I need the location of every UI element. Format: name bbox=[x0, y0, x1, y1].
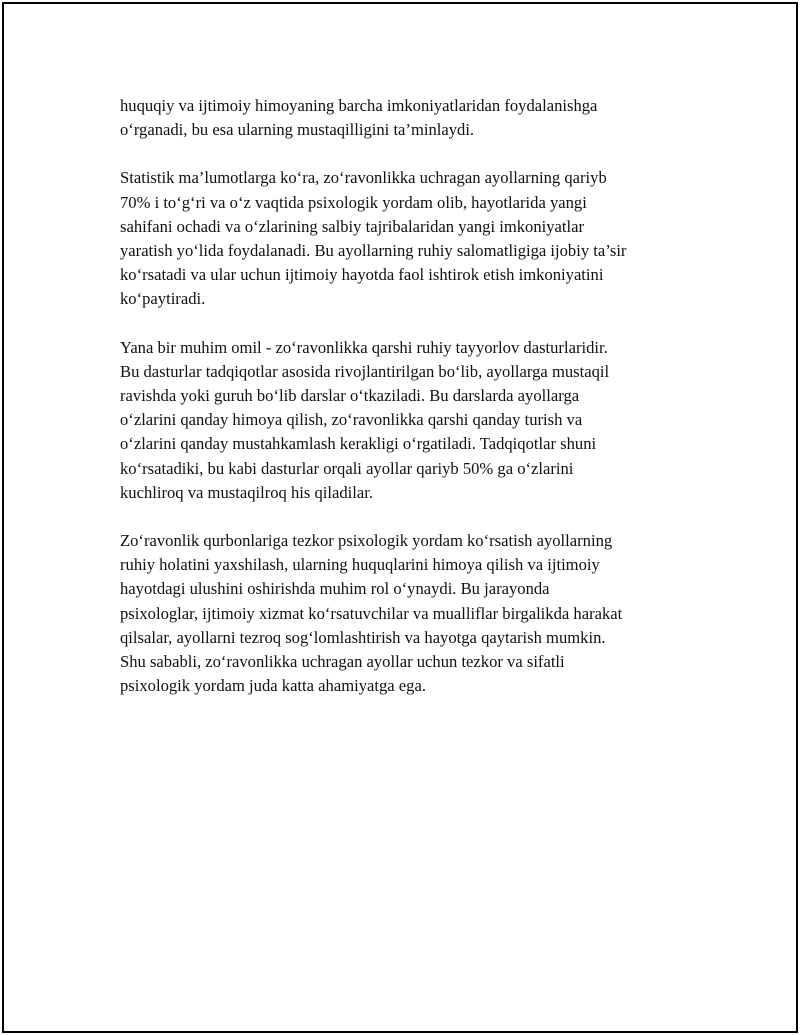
text-line: hayotdagi ulushini oshirishda muhim rol o‘ynaydi. Bu jarayonda bbox=[120, 579, 550, 599]
text-line: ravishda yoki guruh bo‘lib darslar o‘tkaziladi. Bu darslarda ayollarga bbox=[120, 386, 580, 406]
text-line: ruhiy holatini yaxshilash, ularning huquqlarini himoya qilish va ijtimoiy bbox=[120, 555, 600, 575]
text-line: sahifani ochadi va o‘zlarining salbiy tajribalaridan yangi imkoniyatlar bbox=[120, 216, 585, 236]
page-border bbox=[2, 2, 798, 1033]
text-line: huquqiy va ijtimoiy himoyaning barcha imkoniyatlaridan foydalanishga bbox=[120, 96, 598, 115]
text-line: qilsalar, ayollarni tezroq sog‘lomlashtirish va hayotga qaytarish mumkin. bbox=[120, 627, 606, 647]
text-line: Bu dasturlar tadqiqotlar asosida rivojlantirilgan bo‘lib, ayollarga mustaqil bbox=[120, 361, 610, 381]
paragraph-4 bbox=[120, 529, 700, 698]
text-line: 70% i to‘g‘ri va o‘z vaqtida psixologik yordam olib, hayotlarida yangi bbox=[120, 192, 587, 212]
text-line: o‘zlarini qanday himoya qilish, zo‘ravonlikka qarshi qanday turish va bbox=[120, 410, 583, 430]
text-line: ko‘paytiradi. bbox=[120, 289, 206, 309]
text-line: Zo‘ravonlik qurbonlariga tezkor psixologik yordam ko‘rsatish ayollarning bbox=[120, 531, 613, 551]
text-line: psixologik yordam juda katta ahamiyatga ega. bbox=[120, 676, 426, 696]
text-line: Yana bir muhim omil - zo‘ravonlikka qarshi ruhiy tayyorlov dasturlaridir. bbox=[120, 337, 608, 357]
document-body bbox=[120, 94, 700, 722]
text-line: yaratish yo‘lida foydalanadi. Bu ayollarning ruhiy salomatligiga ijobiy ta’sir bbox=[120, 241, 627, 261]
text-line: o‘rganadi, bu esa ularning mustaqilligini ta’minlaydi. bbox=[120, 120, 475, 140]
text-line: ko‘rsatadiki, bu kabi dasturlar orqali ayollar qariyb 50% ga o‘zlarini bbox=[120, 458, 574, 478]
text-line: psixologlar, ijtimoiy xizmat ko‘rsatuvchilar va mualliflar birgalikda harakat bbox=[120, 603, 623, 623]
text-line: o‘zlarini qanday mustahkamlash kerakligi o‘rgatiladi. Tadqiqotlar shuni bbox=[120, 434, 597, 454]
paragraph-1 bbox=[120, 94, 700, 142]
text-line: Shu sababli, zo‘ravonlikka uchragan ayollar uchun tezkor va sifatli bbox=[120, 652, 565, 672]
paragraph-3 bbox=[120, 336, 700, 505]
text-line: Statistik ma’lumotlarga ko‘ra, zo‘ravonlikka uchragan ayollarning qariyb bbox=[120, 168, 607, 188]
paragraph-2 bbox=[120, 166, 700, 311]
text-line: ko‘rsatadi va ular uchun ijtimoiy hayotda faol ishtirok etish imkoniyatini bbox=[120, 265, 604, 285]
text-line: kuchliroq va mustaqilroq his qiladilar. bbox=[120, 482, 374, 502]
